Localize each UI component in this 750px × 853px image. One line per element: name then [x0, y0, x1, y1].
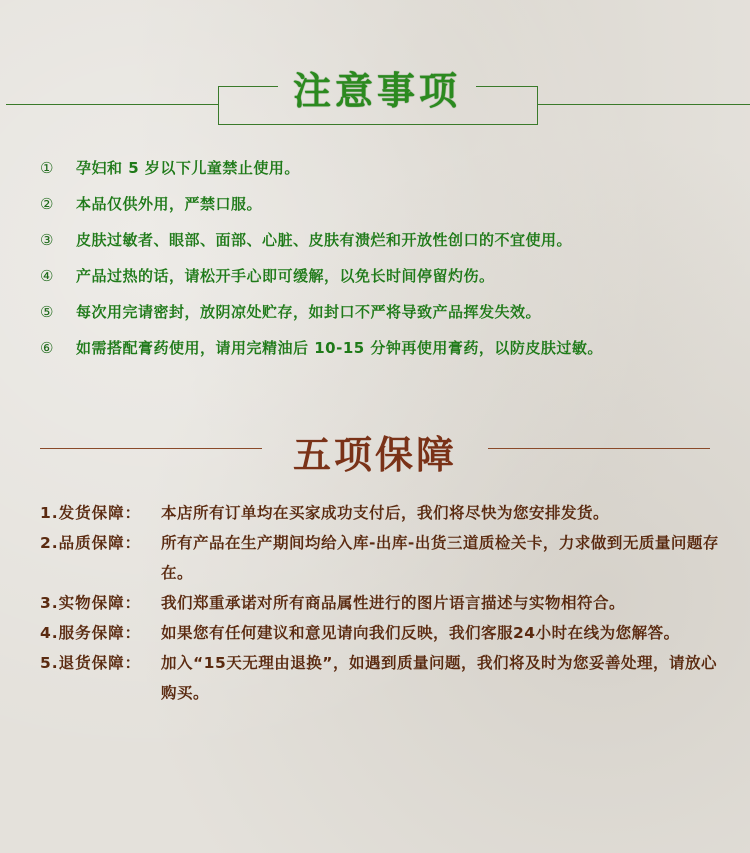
guarantee-text: 我们郑重承诺对所有商品属性进行的图片语言描述与实物相符合。 — [161, 594, 626, 612]
guarantee-item — [40, 498, 720, 528]
notice-item — [40, 334, 603, 370]
guarantee-item — [40, 618, 720, 648]
guarantee-text: 所有产品在生产期间均给入库-出库-出货三道质检关卡，力求做到无质量问题存在。 — [161, 534, 719, 582]
notice-divider-left — [6, 104, 218, 105]
notice-text: 每次用完请密封，放阴凉处贮存，如封口不严将导致产品挥发失效。 — [76, 303, 542, 321]
notice-divider-right — [537, 104, 750, 105]
notice-number: ④ — [40, 267, 54, 285]
guarantee-label: 3.实物保障： — [40, 594, 142, 612]
guarantee-label: 4.服务保障： — [40, 624, 142, 642]
guarantee-text: 本店所有订单均在买家成功支付后，我们将尽快为您安排发货。 — [161, 504, 610, 522]
notice-text: 孕妇和 5 岁以下儿童禁止使用。 — [76, 159, 300, 177]
notice-number: ② — [40, 195, 54, 213]
guarantee-title: 五项保障 — [292, 432, 457, 477]
guarantee-divider-right — [488, 448, 710, 449]
notice-item — [40, 190, 603, 226]
notice-number: ⑤ — [40, 303, 54, 321]
guarantee-divider-left — [40, 448, 262, 449]
guarantee-text: 如果您有任何建议和意见请向我们反映，我们客服24小时在线为您解答。 — [161, 624, 680, 642]
notice-text: 产品过热的话，请松开手心即可缓解，以免长时间停留灼伤。 — [76, 267, 495, 285]
guarantee-list — [40, 498, 720, 708]
notice-frame-top-left — [218, 86, 278, 87]
notice-number: ⑥ — [40, 339, 54, 357]
notice-list — [40, 154, 603, 370]
guarantee-label: 1.发货保障： — [40, 504, 142, 522]
notice-frame-top-right — [476, 86, 537, 87]
notice-number: ① — [40, 159, 54, 177]
notice-text: 皮肤过敏者、眼部、面部、心脏、皮肤有溃烂和开放性创口的不宜使用。 — [76, 231, 573, 249]
guarantee-item — [40, 648, 720, 708]
guarantee-item — [40, 528, 720, 588]
guarantee-text: 加入“15天无理由退换”，如遇到质量问题，我们将及时为您妥善处理，请放心购买。 — [161, 654, 717, 702]
guarantee-label: 2.品质保障： — [40, 534, 142, 552]
notice-title: 注意事项 — [292, 69, 461, 113]
guarantee-item — [40, 588, 720, 618]
notice-text: 本品仅供外用，严禁口服。 — [76, 195, 263, 213]
notice-item — [40, 154, 603, 190]
notice-number: ③ — [40, 231, 54, 249]
notice-item — [40, 226, 603, 262]
notice-text: 如需搭配膏药使用，请用完精油后 10-15 分钟再使用膏药，以防皮肤过敏。 — [76, 339, 603, 357]
guarantee-label: 5.退货保障： — [40, 654, 142, 672]
notice-item — [40, 298, 603, 334]
notice-item — [40, 262, 603, 298]
